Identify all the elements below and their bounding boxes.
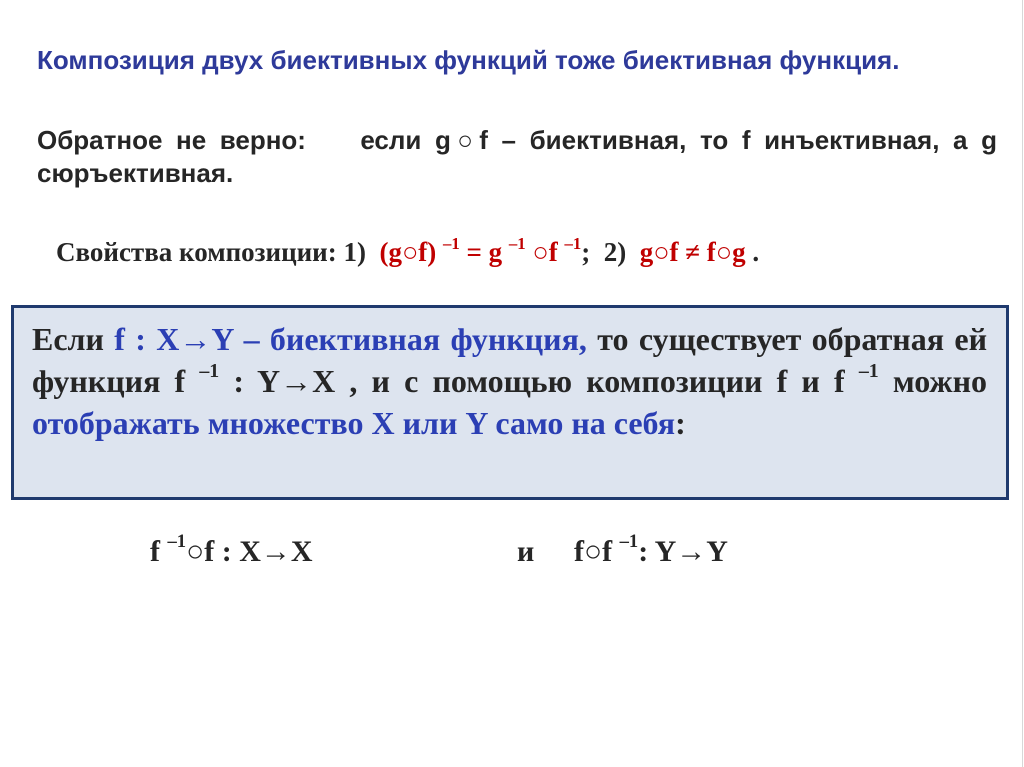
properties-label: Свойства композиции:: [56, 237, 337, 267]
converse-lead: Обратное не верно:: [37, 125, 306, 155]
property-1-number: 1): [343, 237, 366, 267]
left-composition-formula: f $^{-1}$○f : X→X: [150, 531, 313, 568]
converse-rest: биективная, то f инъективная, а g сюръективная.: [37, 125, 997, 188]
right-composition-formula: f○f $^{-1}$: Y→Y: [574, 531, 728, 568]
property-separator: ;: [581, 237, 591, 267]
property-2-formula: g○f ≠ f○g: [639, 237, 746, 267]
and-word: и: [517, 535, 535, 568]
property-2-number: 2): [603, 237, 627, 267]
inverse-function-box: [11, 305, 1009, 500]
statement-text: Композиция двух биективных функций тоже биективная функция.: [37, 45, 900, 75]
property-1-formula: (g○f) $^{-1}$ = g $^{-1}$ ○f $^{-1}$: [379, 233, 582, 267]
bijective-function-definition: f : X→Y – биективная функция,: [114, 321, 587, 357]
properties-period: .: [752, 237, 760, 267]
converse-dash: –: [501, 125, 517, 155]
converse-composition: g○f: [434, 125, 488, 155]
map-to-self-phrase: отображать множество X или Y само на себя: [32, 405, 676, 441]
inverse-function-text: Если f : X→Y – биективная функция, то существует обратная ей функция f $^{-1}$ : Y→X , и с помощью композиции f и f $^{-1}$ можно отображать множество X или Y само на себя:: [32, 321, 988, 441]
bijection-composition-statement: [37, 44, 997, 77]
converse-if: если: [360, 125, 422, 155]
composition-properties: [56, 233, 760, 268]
converse-statement: [37, 124, 997, 189]
